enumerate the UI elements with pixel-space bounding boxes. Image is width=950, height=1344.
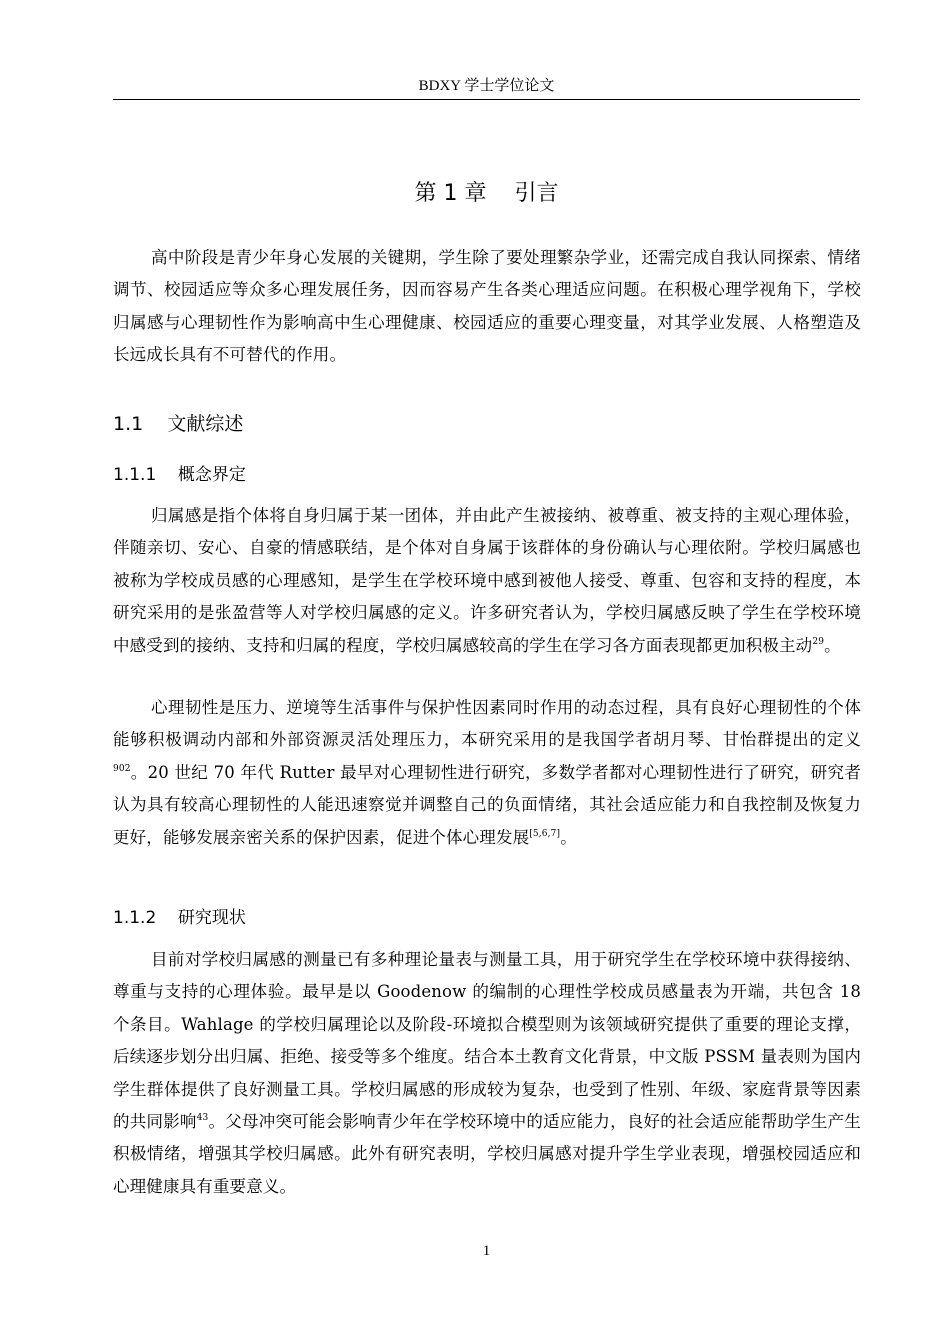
paragraph-text: 。父母冲突可能会影响青少年在学校环境中的适应能力，良好的社会适应能帮助学生产生积极情绪，增强其学校归属感。此外有研究表明，学校归属感对提升学生学业表现，增强校园适应和心理健康具有重要意义。 [113,1112,862,1196]
citation: 29 [812,636,825,647]
paragraph-belonging-definition [113,500,861,662]
header-rule [113,99,860,100]
paragraph-end: 。 [824,635,841,655]
subsection-heading-1-1-1: 1.1.1 概念界定 [113,465,246,485]
citation: [5,6,7] [529,828,561,839]
paragraph-text: 心理韧性是压力、逆境等生活事件与保护性因素同时作用的动态过程，具有良好心理韧性的个体能够积极调动内部和外部资源灵活处理压力，本研究采用的是我国学者胡月琴、甘怡群提出的定义 [113,698,861,750]
paragraph-end: 。 [560,827,577,847]
subsection-heading-1-1-2: 1.1.2 研究现状 [113,908,246,928]
section-heading-1-1: 1.1 文献综述 [113,413,244,435]
citation: 902 [113,763,131,774]
paragraph-resilience-definition [113,692,861,854]
paragraph-text: 归属感是指个体将自身归属于某一团体，并由此产生被接纳、被尊重、被支持的主观心理体验，伴随亲切、安心、自豪的情感联结，是个体对自身属于该群体的身份确认与心理依附。学校归属感也被称为学校成员感的心理感知，是学生在学校环境中感到被他人接受、尊重、包容和支持的程度，本研究采用的是张盈营等人对学校归属感的定义。许多研究者认为，学校归属感反映了学生在学校环境中感受到的接纳、支持和归属的程度，学校归属感较高的学生在学习各方面表现都更加积极主动 [113,506,861,655]
chapter-title: 第 1 章 引言 [414,181,559,206]
paragraph-research-status [113,944,861,1203]
intro-paragraph: 高中阶段是青少年身心发展的关键期，学生除了要处理繁杂学业，还需完成自我认同探索、情绪调节、校园适应等众多心理发展任务，因而容易产生各类心理适应问题。在积极心理学视角下，学校归属感与心理韧性作为影响高中生心理健康、校园适应的重要心理变量，对其学业发展、人格塑造及长远成长具有不可替代的作用。 [113,248,861,365]
page-number: 1 [482,1243,491,1259]
paragraph-text: 目前对学校归属感的测量已有多种理论量表与测量工具，用于研究学生在学校环境中获得接纳、尊重与支持的心理体验。最早是以 Goodenow 的编制的心理性学校成员感量表为开端，共包含 18 个条目。Wahlage 的学校归属理论以及阶段-环境拟合模型则为该领域研究提供了重要的理论支撑，后续逐步划分出归属、拒绝、接受等多个维度。结合本土教育文化背景，中文版 PSSM 量表则为国内学生群体提供了良好测量工具。学校归属感的形成较为复杂，也受到了性别、年级、家庭背景等因素的共同影响 [113,950,861,1132]
running-header: BDXY 学士学位论文 [418,78,555,94]
citation: 43 [196,1113,209,1124]
paragraph-text: 。20 世纪 70 年代 Rutter 最早对心理韧性进行研究，多数学者都对心理韧性进行了研究，研究者认为具有较高心理韧性的人能迅速察觉并调整自己的负面情绪，其社会适应能力和自我控制及恢复力更好，能够发展亲密关系的保护因素，促进个体心理发展 [113,762,861,847]
